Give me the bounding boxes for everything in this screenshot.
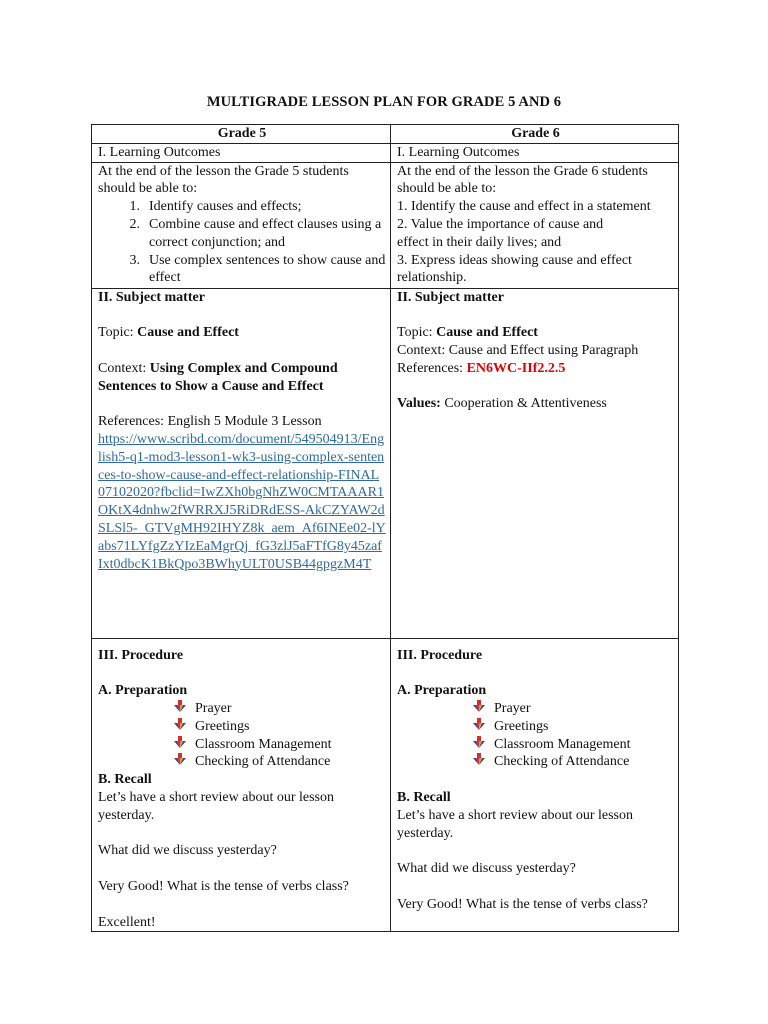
lesson-plan-table (91, 124, 679, 932)
learning-outcomes-heading-row (92, 143, 679, 162)
g6-references: References: EN6WC-IIf2.2.5 (397, 360, 566, 376)
g5-recall-line4: Excellent! (98, 914, 156, 930)
arrow-bullet-icon (473, 700, 494, 718)
g6-values: Values: Cooperation & Attentiveness (397, 396, 607, 412)
list-item: 2. Combine cause and effect clauses using a correct conjunction; and (129, 216, 382, 250)
g5-references: References: English 5 Module 3 Lesson (98, 414, 322, 430)
subject-matter-row (92, 288, 679, 638)
g6-subject-matter-cell (391, 288, 679, 638)
g5-procedure-heading: III. Procedure (98, 647, 184, 663)
list-item: Classroom Management (473, 736, 674, 754)
g6-lo-intro: At the end of the lesson the Grade 6 students should be able to: (397, 163, 648, 197)
g6-lo-line4: 3. Express ideas showing cause and effect relationship. (397, 252, 632, 286)
g5-preparation-heading: A. Preparation (98, 683, 188, 699)
g5-lo-intro: At the end of the lesson the Grade 5 students should be able to: (98, 163, 349, 197)
g5-subject-matter-cell (92, 288, 391, 638)
g6-learning-outcomes-cell (391, 162, 679, 288)
g5-learning-outcomes-cell (92, 162, 391, 288)
g6-recall-line2: What did we discuss yesterday? (397, 861, 576, 877)
arrow-bullet-icon (473, 718, 494, 736)
g5-recall-line1: Let’s have a short review about our lesson yesterday. (98, 789, 334, 823)
list-item: Greetings (473, 718, 674, 736)
g6-preparation-heading: A. Preparation (397, 683, 487, 699)
g6-recall-heading: B. Recall (397, 789, 451, 805)
arrow-bullet-icon (473, 736, 494, 754)
g6-topic: Topic: Cause and Effect (397, 325, 538, 341)
grade-header-row (92, 125, 679, 144)
arrow-bullet-icon (473, 753, 494, 771)
g6-lo-line3: effect in their daily lives; and (397, 234, 562, 250)
g6-recall-line1: Let’s have a short review about our lesson yesterday. (397, 807, 633, 841)
g6-lo-line2: 2. Value the importance of cause and (397, 216, 604, 232)
grade5-header: Grade 5 (92, 125, 391, 144)
g6-preparation-list (397, 700, 674, 771)
g5-lo-list (98, 198, 386, 287)
g5-subject-matter-heading: II. Subject matter (98, 289, 205, 305)
g5-recall-line3: Very Good! What is the tense of verbs class? (98, 878, 349, 894)
g6-context: Context: Cause and Effect using Paragraph (397, 342, 639, 358)
list-item: Greetings (174, 718, 386, 736)
arrow-bullet-icon (174, 700, 195, 718)
list-item: Prayer (473, 700, 674, 718)
grade6-header: Grade 6 (391, 125, 679, 144)
document-title: MULTIGRADE LESSON PLAN FOR GRADE 5 AND 6 (206, 94, 562, 110)
g6-recall-line3: Very Good! What is the tense of verbs class? (397, 896, 648, 912)
g5-recall-heading: B. Recall (98, 772, 152, 788)
g6-learning-outcomes-heading: I. Learning Outcomes (391, 143, 679, 162)
list-item: 1. Identify causes and effects; (129, 199, 302, 215)
g6-subject-matter-heading: II. Subject matter (397, 289, 504, 305)
g6-procedure-heading: III. Procedure (397, 647, 483, 663)
procedure-row (92, 638, 679, 932)
list-item: 3. Use complex sentences to show cause and effect (129, 252, 386, 286)
arrow-bullet-icon (174, 718, 195, 736)
g6-reference-code: EN6WC-IIf2.2.5 (466, 360, 566, 376)
g5-preparation-list (98, 700, 386, 771)
g5-topic: Topic: Cause and Effect (98, 325, 239, 341)
list-item: Classroom Management (174, 736, 386, 754)
g5-learning-outcomes-heading: I. Learning Outcomes (92, 143, 391, 162)
arrow-bullet-icon (174, 736, 195, 754)
g5-recall-line2: What did we discuss yesterday? (98, 843, 277, 859)
arrow-bullet-icon (174, 753, 195, 771)
list-item: Checking of Attendance (174, 753, 386, 771)
g5-procedure-cell (92, 638, 391, 932)
learning-outcomes-row (92, 162, 679, 288)
list-item: Checking of Attendance (473, 753, 674, 771)
g6-lo-line1: 1. Identify the cause and effect in a statement (397, 199, 651, 215)
g5-context: Context: Using Complex and Compound Sentences to Show a Cause and Effect (98, 360, 338, 394)
g5-reference-link[interactable]: https://www.scribd.com/document/549504913/English5-q1-mod3-lesson1-wk3-using-complex-sentences-to-show-cause-and-effect-relationship-FINAL07102020?fbclid=IwZXh0bgNhZW0CMTAAAR1OKtX4dnhw2fWRRXJ5RiDRdESS-AkCZYAW2dSLSl5-_GTVgMH92IHYZ8k_aem_Af6INEe02-lYabs71LYfgZzYIzEaMgrQj_fG3zlJ5aFTfG8y45zafIxt0dbcK1BkQpo3BWhyULT0USB44gpgzM4T (98, 431, 386, 572)
list-item: Prayer (174, 700, 386, 718)
g6-procedure-cell (391, 638, 679, 932)
